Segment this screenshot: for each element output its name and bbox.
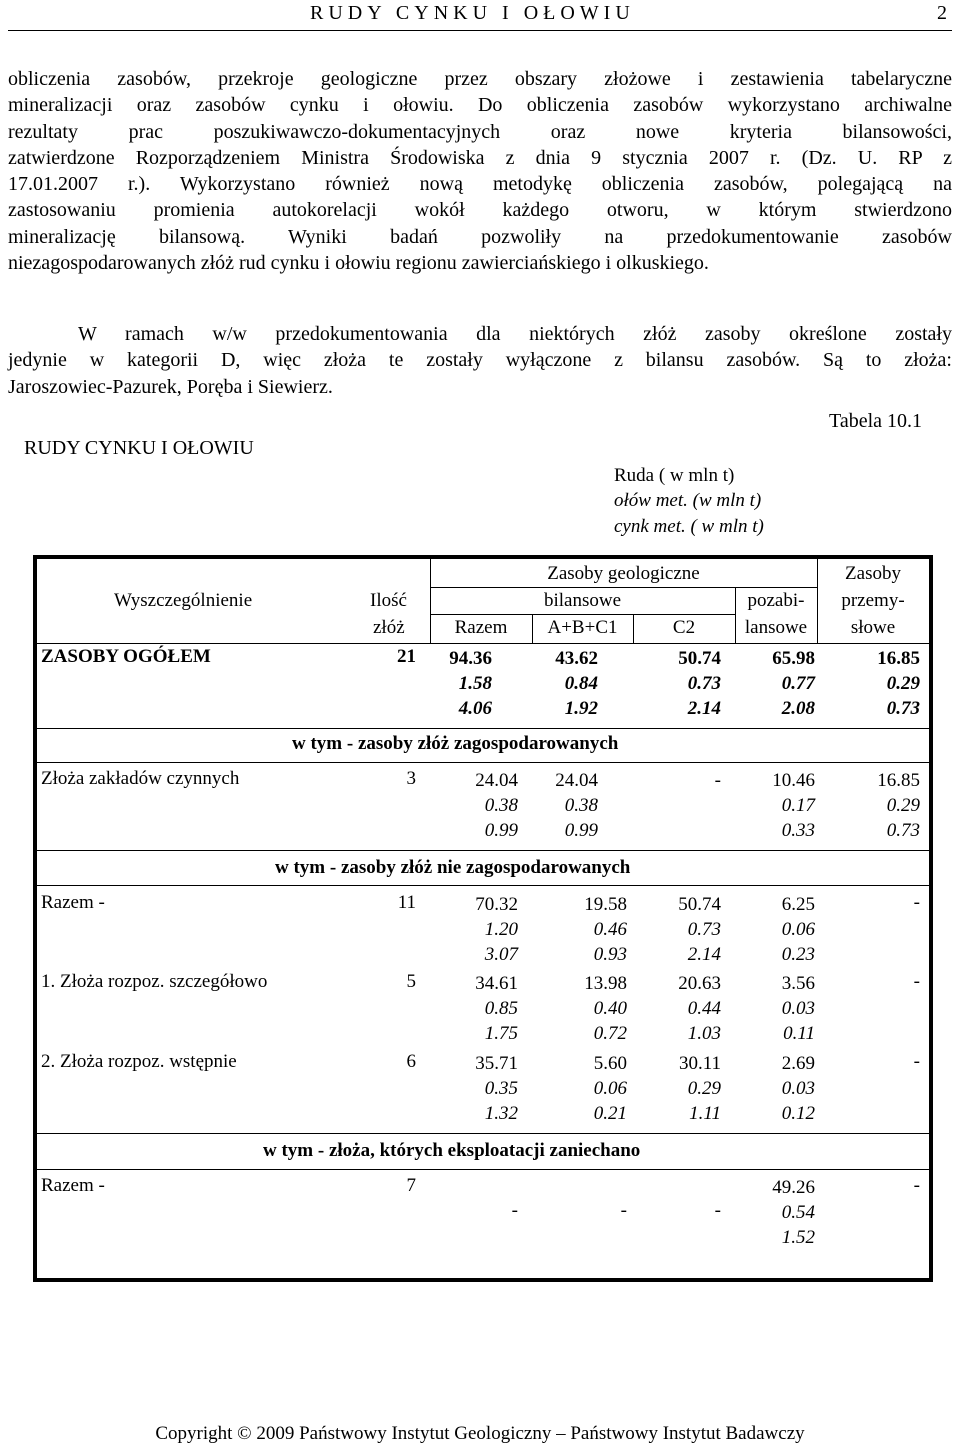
value-zinc: 1.52 [781, 1227, 815, 1248]
cell-razem [430, 646, 492, 721]
value-lead: 0.85 [484, 998, 518, 1019]
value-zinc: 0.73 [886, 820, 920, 841]
value-zinc: 1.03 [687, 1023, 721, 1044]
value-lead: 0.54 [781, 1202, 815, 1223]
cell-przemyslowe: - [913, 971, 920, 992]
paragraph-1 [8, 66, 952, 276]
header-ilosc: Ilość [370, 590, 407, 611]
section-title: w tym - zasoby złóż zagospodarowanych [292, 733, 619, 754]
paragraph-line: Jaroszowiec-Pazurek, Poręba i Siewierz. [8, 375, 333, 398]
value-lead: 0.29 [886, 673, 920, 694]
header-wyszczegolnienie: Wyszczególnienie [114, 590, 253, 611]
legend-zinc: cynk met. ( w mln t) [614, 516, 764, 537]
paragraph-line: zatwierdzone Rozporządzeniem Ministra Środowiska z dnia 9 stycznia 2007 r. (Dz. U. RP z [8, 146, 952, 169]
cell-przemyslowe: - [913, 1175, 920, 1196]
paragraph-line: jedynie w kategorii D, więc złoża te zostały wyłączone z bilansu zasobów. Są to złoża: [8, 349, 952, 372]
header-title: RUDY CYNKU I OŁOWIU [310, 2, 635, 24]
cell-abc1 [532, 971, 627, 1046]
value-zinc: 0.73 [886, 698, 920, 719]
table-label: Tabela 10.1 [829, 410, 923, 432]
value-ore: 94.36 [449, 648, 492, 669]
paragraph-line: zastosowaniu promienia autokorelacji wokół każdego otworu, w którym stwierdzono [8, 199, 952, 222]
value-lead: 0.17 [781, 795, 815, 816]
value-zinc: 0.11 [783, 1023, 815, 1044]
value-ore: 13.98 [584, 973, 627, 994]
cell-pozabilansowe [735, 971, 815, 1046]
value-zinc: 0.99 [484, 820, 518, 841]
value-ore: 34.61 [475, 973, 518, 994]
row-label: Razem - [41, 1175, 105, 1196]
header-rule-bottom [37, 643, 929, 644]
paragraph-line: niezagospodarowanych złóż rud cynku i ołowiu regionu zawierciańskiego i olkuskiego. [8, 252, 709, 275]
legend-lead: ołów met. (w mln t) [614, 490, 762, 511]
value-lead: 0.29 [886, 795, 920, 816]
header-zasoby-geologiczne: Zasoby geologiczne [547, 563, 700, 584]
value-zinc: 0.93 [593, 944, 627, 965]
cell-przemyslowe [817, 768, 920, 843]
cell-c2 [633, 1051, 721, 1126]
value-zinc: 0.33 [781, 820, 815, 841]
cell-przemyslowe [817, 646, 920, 721]
paragraph-line: 17.01.2007 r.). Wykorzystano również nową metodykę obliczenia zasobów, polegającą na [8, 173, 952, 196]
value-ore: 6.25 [781, 894, 815, 915]
cell-pozabilansowe [735, 768, 815, 843]
paragraph-line: mineralizację bilansową. Wyniki badań pozwoliły na przedokumentowanie zasobów [8, 225, 952, 248]
value-lead: 0.29 [687, 1078, 721, 1099]
row-count: 6 [406, 1051, 416, 1072]
cell-pozabilansowe [735, 1051, 815, 1126]
cell-razem [430, 768, 518, 843]
value-ore: - [714, 770, 721, 791]
row-label: Złoża zakładów czynnych [41, 768, 240, 789]
cell-abc1 [532, 646, 598, 721]
value-ore: 50.74 [678, 894, 721, 915]
paragraph-line: W ramach w/w przedokumentowania dla niektórych złóż zasoby określone zostały [78, 323, 952, 345]
value-zinc: 4.06 [458, 698, 492, 719]
value-ore: 16.85 [877, 770, 920, 791]
cell-c2 [633, 768, 721, 793]
paragraph-line: mineralizacji oraz zasobów cynku i ołowiu. Do obliczenia zasobów wykorzystano archiwalne [8, 94, 952, 117]
value-ore: 24.04 [475, 770, 518, 791]
value-zinc: 0.23 [781, 944, 815, 965]
value-lead: 0.73 [687, 919, 721, 940]
value-zinc: 2.08 [781, 698, 815, 719]
value-lead: 0.06 [781, 919, 815, 940]
section-rule [37, 728, 929, 729]
value-lead: 0.38 [484, 795, 518, 816]
value-ore: 20.63 [678, 973, 721, 994]
value-ore: 5.60 [593, 1053, 627, 1074]
value-ore: 50.74 [678, 648, 721, 669]
value-zinc: 2.14 [687, 944, 721, 965]
cell-pozabilansowe [735, 892, 815, 967]
value-ore: 10.46 [772, 770, 815, 791]
value-zinc: 0.12 [781, 1103, 815, 1124]
value-ore: 16.85 [877, 648, 920, 669]
value-zinc: 0.21 [593, 1103, 627, 1124]
value-ore: 43.62 [555, 648, 598, 669]
cell-c2 [633, 971, 721, 1046]
value-lead: 0.73 [687, 673, 721, 694]
section-title: w tym - zasoby złóż nie zagospodarowanych [275, 857, 631, 878]
value-ore: 19.58 [584, 894, 627, 915]
footer-copyright: Copyright © 2009 Państwowy Instytut Geologiczny – Państwowy Instytut Badawczy [155, 1423, 805, 1444]
section-rule [37, 1169, 929, 1170]
header-rule-bil [430, 614, 735, 615]
paragraph-line: obliczenia zasobów, przekroje geologiczne przez obszary złożowe i zestawienia tabelaryczne [8, 68, 952, 90]
section-rule [37, 850, 929, 851]
value-ore: 65.98 [772, 648, 815, 669]
cell-pozabilansowe [735, 1175, 815, 1250]
cell-c2: - [714, 1200, 721, 1221]
row-label: Razem - [41, 892, 105, 913]
value-zinc: 1.75 [484, 1023, 518, 1044]
header-abc1: A+B+C1 [547, 617, 618, 638]
value-zinc: 1.92 [564, 698, 598, 719]
value-lead: 0.38 [564, 795, 598, 816]
cell-abc1 [532, 892, 627, 967]
row-label: ZASOBY OGÓŁEM [41, 646, 211, 667]
value-lead: 0.40 [593, 998, 627, 1019]
value-zinc: 0.99 [564, 820, 598, 841]
cell-razem [430, 1051, 518, 1126]
row-label: 2. Złoża rozpoz. wstępnie [41, 1051, 237, 1072]
paragraph-line: rezultaty prac poszukiwawczo-dokumentacyjnych oraz nowe kryteria bilansowości, [8, 120, 952, 143]
table-title: RUDY CYNKU I OŁOWIU [24, 437, 254, 459]
header-lansowe: lansowe [744, 617, 808, 638]
header-rule [8, 30, 952, 31]
header-przemy: przemy- [841, 590, 905, 611]
cell-abc1 [532, 768, 598, 843]
header-zasoby: Zasoby [845, 563, 901, 584]
value-lead: 0.06 [593, 1078, 627, 1099]
value-zinc: 0.72 [593, 1023, 627, 1044]
page-header [0, 0, 960, 32]
row-label: 1. Złoża rozpoz. szczegółowo [41, 971, 268, 992]
section-title: w tym - złoża, których eksploatacji zaniechano [263, 1140, 641, 1161]
value-lead: 0.35 [484, 1078, 518, 1099]
value-ore: 30.11 [678, 1053, 721, 1074]
section-rule [37, 762, 929, 763]
value-zinc: 1.32 [484, 1103, 518, 1124]
value-lead: 0.84 [564, 673, 598, 694]
row-count: 5 [406, 971, 416, 992]
value-lead: 0.03 [781, 998, 815, 1019]
cell-przemyslowe: - [913, 1051, 920, 1072]
value-ore: 2.69 [781, 1053, 815, 1074]
header-rule-geo [430, 587, 817, 588]
section-rule [37, 885, 929, 886]
row-count: 3 [406, 768, 416, 789]
row-count: 7 [406, 1175, 416, 1196]
header-bilansowe: bilansowe [543, 590, 622, 611]
cell-pozabilansowe [735, 646, 815, 721]
section-rule [37, 1133, 929, 1134]
cell-c2 [633, 646, 721, 721]
paragraph-2 [8, 321, 952, 400]
cell-abc1 [532, 1051, 627, 1126]
value-lead: 0.44 [687, 998, 721, 1019]
value-lead: 0.46 [593, 919, 627, 940]
cell-abc1: - [620, 1200, 627, 1221]
row-count: 11 [397, 892, 416, 913]
cell-razem [430, 971, 518, 1046]
value-ore: 49.26 [772, 1177, 815, 1198]
cell-razem: - [511, 1200, 518, 1221]
value-lead: 0.03 [781, 1078, 815, 1099]
header-c2: C2 [672, 617, 696, 638]
cell-razem [430, 892, 518, 967]
value-ore: 3.56 [781, 973, 815, 994]
value-lead: 1.20 [484, 919, 518, 940]
page-number: 2 [937, 2, 947, 24]
value-ore: 24.04 [555, 770, 598, 791]
cell-c2 [633, 892, 721, 967]
value-zinc: 1.11 [689, 1103, 721, 1124]
legend-ore: Ruda ( w mln t) [614, 465, 735, 486]
header-razem: Razem [454, 617, 508, 638]
value-lead: 1.58 [458, 673, 492, 694]
value-zinc: 3.07 [484, 944, 518, 965]
header-zloz: złóż [373, 617, 405, 638]
header-slowe: słowe [850, 617, 896, 638]
header-pozabi: pozabi- [747, 590, 805, 611]
value-ore: 35.71 [475, 1053, 518, 1074]
value-ore: 70.32 [475, 894, 518, 915]
value-lead: 0.77 [781, 673, 815, 694]
cell-przemyslowe: - [913, 892, 920, 913]
value-zinc: 2.14 [687, 698, 721, 719]
row-count: 21 [397, 646, 416, 667]
